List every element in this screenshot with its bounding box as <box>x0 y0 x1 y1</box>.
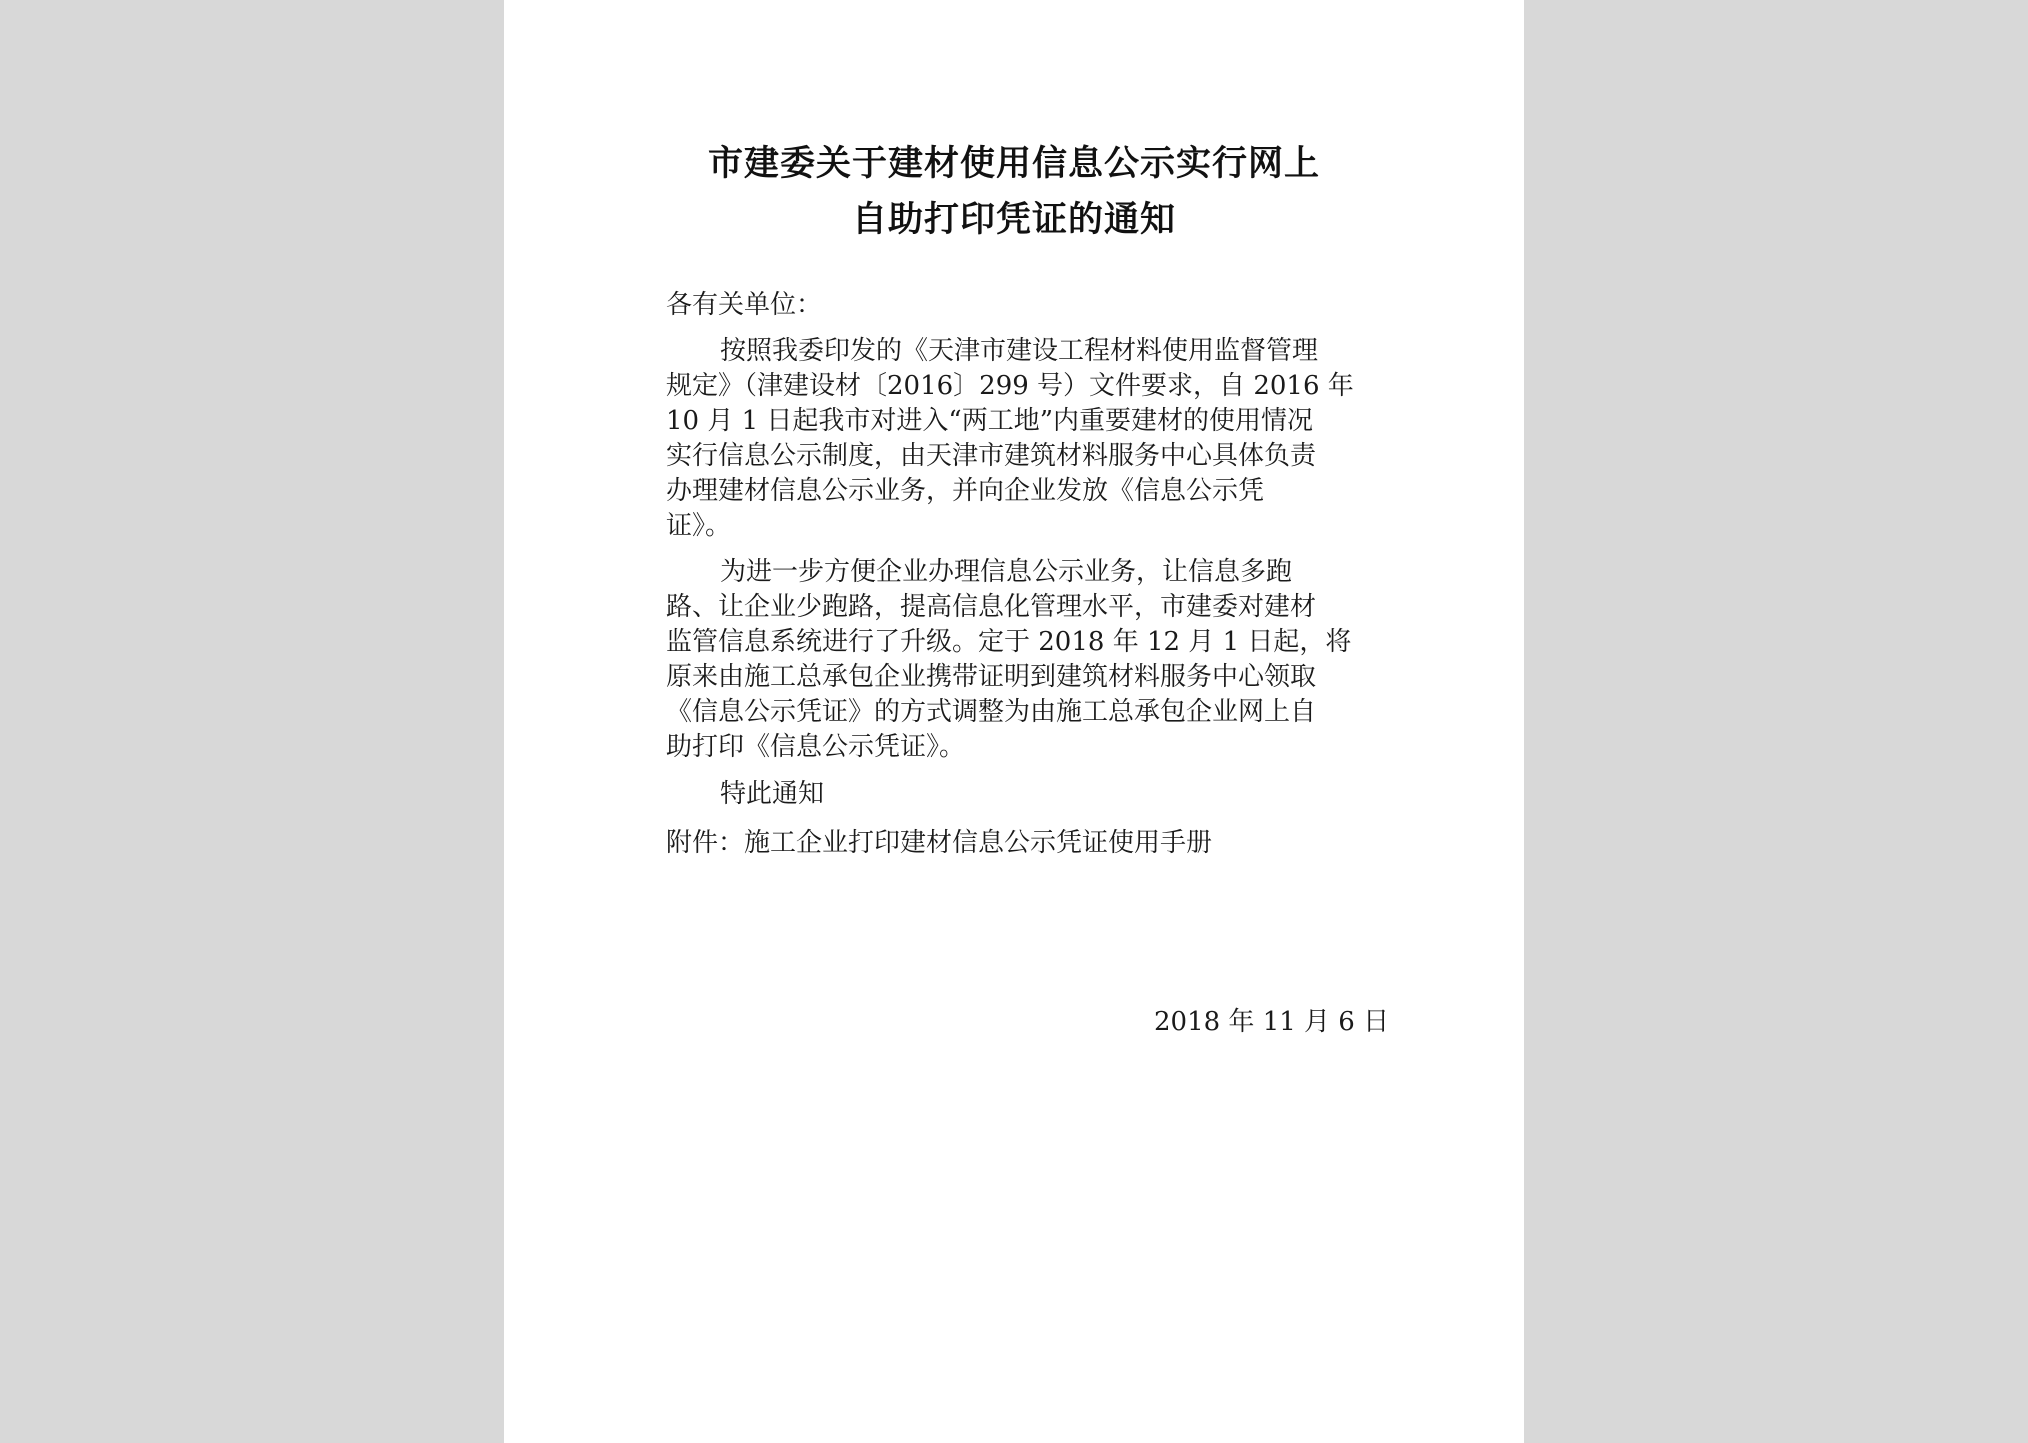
paragraph-2-line: 原来由施工总承包企业携带证明到建筑材料服务中心领取 <box>666 662 1317 692</box>
salutation: 各有关单位： <box>666 290 823 320</box>
paragraph-1-line: 证》。 <box>666 511 732 541</box>
paragraph-1-line: 10 月 1 日起我市对进入“两工地”内重要建材的使用情况 <box>666 406 1314 436</box>
document-title-line-1: 市建委关于建材使用信息公示实行网上 <box>707 143 1320 184</box>
paragraph-2-line: 监管信息系统进行了升级。定于 2018 年 12 月 1 日起，将 <box>666 627 1352 657</box>
paragraph-2-line: 助打印《信息公示凭证》。 <box>666 732 966 762</box>
document-title-line-2: 自助打印凭证的通知 <box>851 199 1176 240</box>
paragraph-1-line: 按照我委印发的《天津市建设工程材料使用监督管理 <box>720 336 1319 366</box>
attachment-note: 附件：施工企业打印建材信息公示凭证使用手册 <box>666 828 1213 858</box>
paragraph-1-line: 实行信息公示制度，由天津市建筑材料服务中心具体负责 <box>666 441 1317 471</box>
paragraph-1-line: 规定》（津建设材〔2016〕299 号）文件要求，自 2016 年 <box>666 371 1354 401</box>
paragraph-1-line: 办理建材信息公示业务，并向企业发放《信息公示凭 <box>666 476 1265 506</box>
paragraph-2-line: 为进一步方便企业办理信息公示业务，让信息多跑 <box>720 557 1293 587</box>
document-page <box>504 0 1524 1443</box>
paragraph-2-line: 路、让企业少跑路，提高信息化管理水平，市建委对建材 <box>666 592 1317 622</box>
paragraph-2-line: 《信息公示凭证》的方式调整为由施工总承包企业网上自 <box>666 697 1317 727</box>
closing-text: 特此通知 <box>720 779 825 809</box>
document-date: 2018 年 11 月 6 日 <box>1154 1007 1390 1037</box>
